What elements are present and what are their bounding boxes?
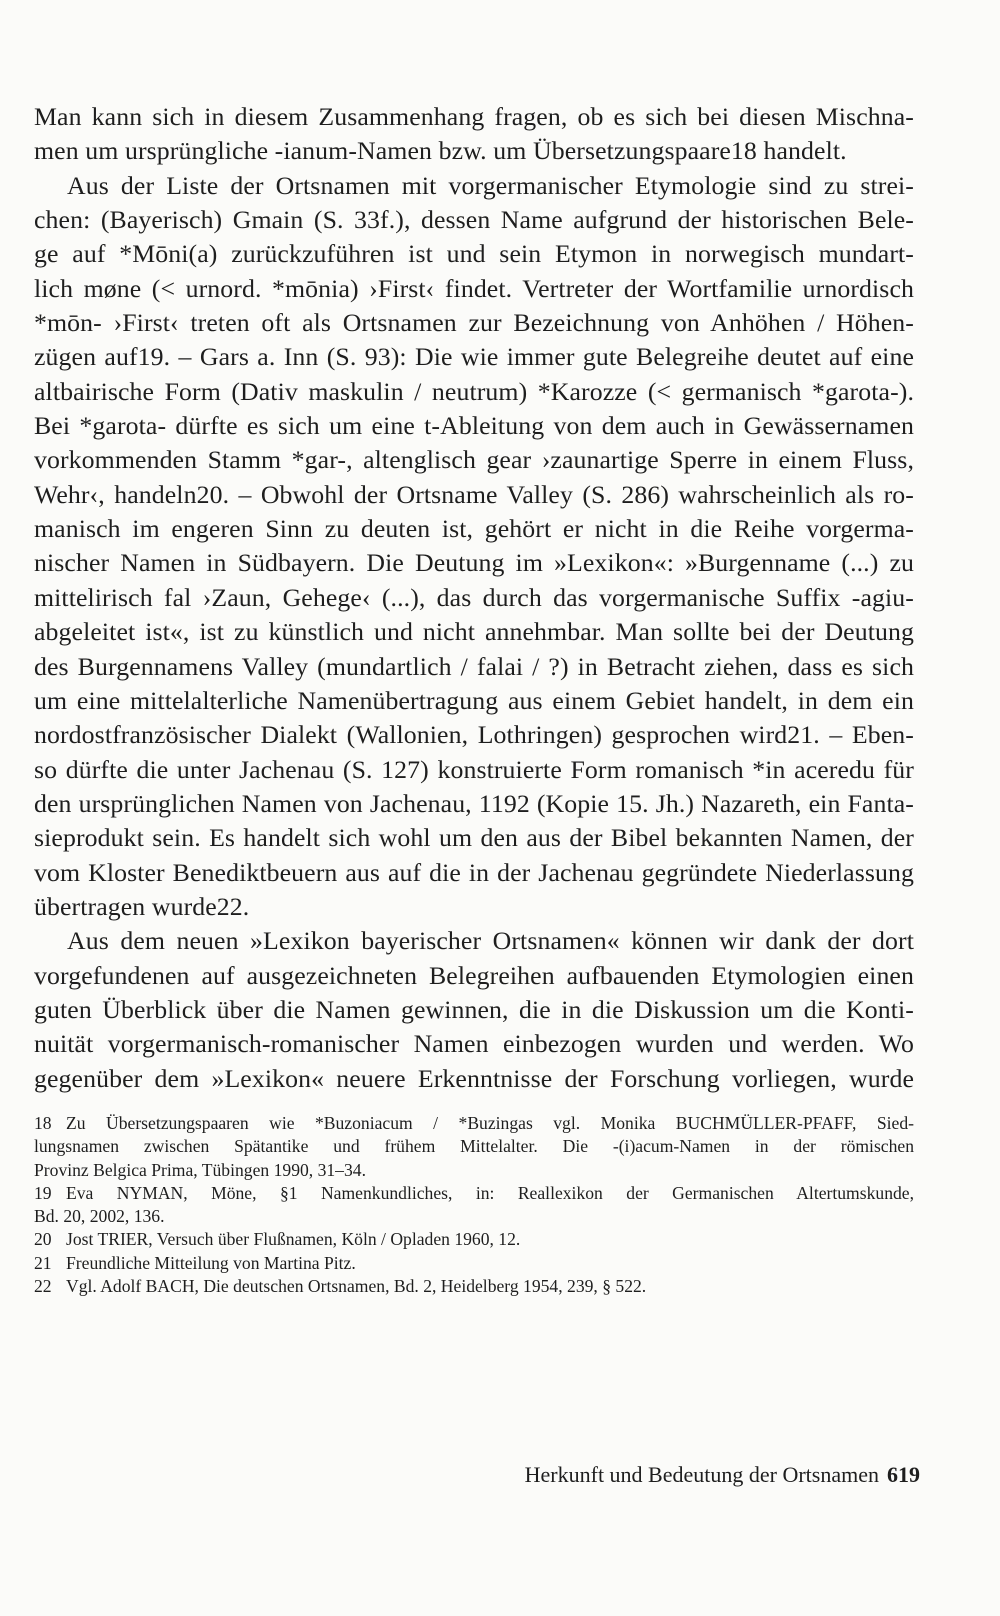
text-line: Aus der Liste der Ortsnamen mit vorgermanischer Etymologie sind zu strei- <box>67 170 914 200</box>
footnote <box>34 1112 914 1182</box>
footnote-number: 20 <box>34 1229 52 1250</box>
text-line: mittelirisch fal ›Zaun, Gehege‹ (...), das durch das vorgermanische Suffix -agiu- <box>34 582 914 612</box>
page-number: 619 <box>887 1462 920 1487</box>
text-line: chen: (Bayerisch) Gmain (S. 33f.), dessen Name aufgrund der historischen Bele- <box>34 205 914 235</box>
footnote-number: 21 <box>34 1252 52 1273</box>
footnote-number: 22 <box>34 1276 52 1297</box>
footnote-text: Eva NYMAN, Möne, §1 Namenkundliches, in: Reallexikon der Germanischen Altertumskunde, <box>66 1182 914 1203</box>
page-footer <box>525 1462 920 1488</box>
book-page <box>34 0 920 1616</box>
text-line: den ursprünglichen Namen von Jachenau, 1192 (Kopie 15. Jh.) Nazareth, ein Fanta- <box>34 788 914 818</box>
footnote-number: 18 <box>34 1113 52 1133</box>
text-line: gegenüber dem »Lexikon« neuere Erkenntnisse der Forschung vorliegen, wurde <box>34 1063 914 1093</box>
footnote-text: Bd. 20, 2002, 136. <box>34 1206 165 1227</box>
text-line: vom Kloster Benediktbeuern aus auf die in der Jachenau gegründete Niederlassung <box>34 857 914 887</box>
footnote <box>34 1182 914 1229</box>
footnote-number: 19 <box>34 1182 52 1203</box>
footnote <box>34 1275 914 1298</box>
text-line: des Burgennamens Valley (mundartlich / falai / ?) in Betracht ziehen, dass es sich <box>34 651 914 681</box>
footnote-text: Provinz Belgica Prima, Tübingen 1990, 31–34. <box>34 1159 366 1180</box>
footnote-text: Zu Übersetzungspaaren wie *Buzoniacum / *Buzingas vgl. Monika BUCHMÜLLER-PFAFF, Sied- <box>66 1113 914 1133</box>
footnotes <box>34 1112 914 1298</box>
footnote-text: lungsnamen zwischen Spätantike und frühem Mittelalter. Die -(i)acum-Namen in der römischen <box>34 1136 914 1157</box>
text-line: Wehr‹, handeln20. – Obwohl der Ortsname Valley (S. 286) wahrscheinlich als ro- <box>34 479 914 509</box>
text-line: nordostfranzösischer Dialekt (Wallonien, Lothringen) gesprochen wird21. – Eben- <box>34 720 914 750</box>
text-line: *mōn- ›First‹ treten oft als Ortsnamen zur Bezeichnung von Anhöhen / Höhen- <box>34 308 914 338</box>
footnote-text: Jost TRIER, Versuch über Flußnamen, Köln / Opladen 1960, 12. <box>66 1229 521 1250</box>
text-line: Bei *garota- dürfte es sich um eine t-Ableitung von dem auch in Gewässernamen <box>34 411 914 441</box>
text-line: abgeleitet ist«, ist zu künstlich und nicht annehmbar. Man sollte bei der Deutung <box>34 617 914 647</box>
text-line: lich møne (< urnord. *mōnia) ›First‹ findet. Vertreter der Wortfamilie urnordisch <box>34 273 914 303</box>
text-line: men um ursprüngliche -ianum-Namen bzw. um Übersetzungspaare18 handelt. <box>34 136 847 166</box>
text-line: altbairische Form (Dativ maskulin / neutrum) *Karozze (< germanisch *garota-). <box>34 376 914 406</box>
footnote <box>34 1252 914 1275</box>
text-line: Man kann sich in diesem Zusammenhang fragen, ob es sich bei diesen Mischna- <box>34 102 914 131</box>
footnote-text: Freundliche Mitteilung von Martina Pitz. <box>66 1252 356 1273</box>
text-line: sieprodukt sein. Es handelt sich wohl um den aus der Bibel bekannten Namen, der <box>34 823 914 853</box>
text-line: nuität vorgermanisch-romanischer Namen einbezogen wurden und werden. Wo <box>34 1029 914 1059</box>
text-line: Aus dem neuen »Lexikon bayerischer Ortsnamen« können wir dank der dort <box>67 926 914 956</box>
text-line: manisch im engeren Sinn zu deuten ist, gehört er nicht in die Reihe vorgerma- <box>34 514 914 544</box>
text-line: übertragen wurde22. <box>34 891 250 921</box>
text-line: um eine mittelalterliche Namenübertragung aus einem Gebiet handelt, in dem ein <box>34 685 914 715</box>
text-line: vorkommenden Stamm *gar-, altenglisch gear ›zaunartige Sperre in einem Fluss, <box>34 445 914 475</box>
running-title: Herkunft und Bedeutung der Ortsnamen <box>524 1462 879 1487</box>
text-line: zügen auf19. – Gars a. Inn (S. 93): Die wie immer gute Belegreihe deutet auf eine <box>34 342 914 372</box>
footnote <box>34 1228 914 1251</box>
text-line: nischer Namen in Südbayern. Die Deutung im »Lexikon«: »Burgenname (...) zu <box>34 548 914 578</box>
text-line: ge auf *Mōni(a) zurückzuführen ist und sein Etymon in norwegisch mundart- <box>34 239 914 269</box>
main-text <box>34 100 914 1096</box>
text-line: vorgefundenen auf ausgezeichneten Belegreihen aufbauenden Etymologien einen <box>34 960 914 990</box>
text-line: guten Überblick über die Namen gewinnen, die in die Diskussion um die Konti- <box>34 994 914 1024</box>
footnote-text: Vgl. Adolf BACH, Die deutschen Ortsnamen, Bd. 2, Heidelberg 1954, 239, § 522. <box>66 1276 647 1297</box>
text-line: so dürfte die unter Jachenau (S. 127) konstruierte Form romanisch *in aceredu für <box>34 754 914 784</box>
